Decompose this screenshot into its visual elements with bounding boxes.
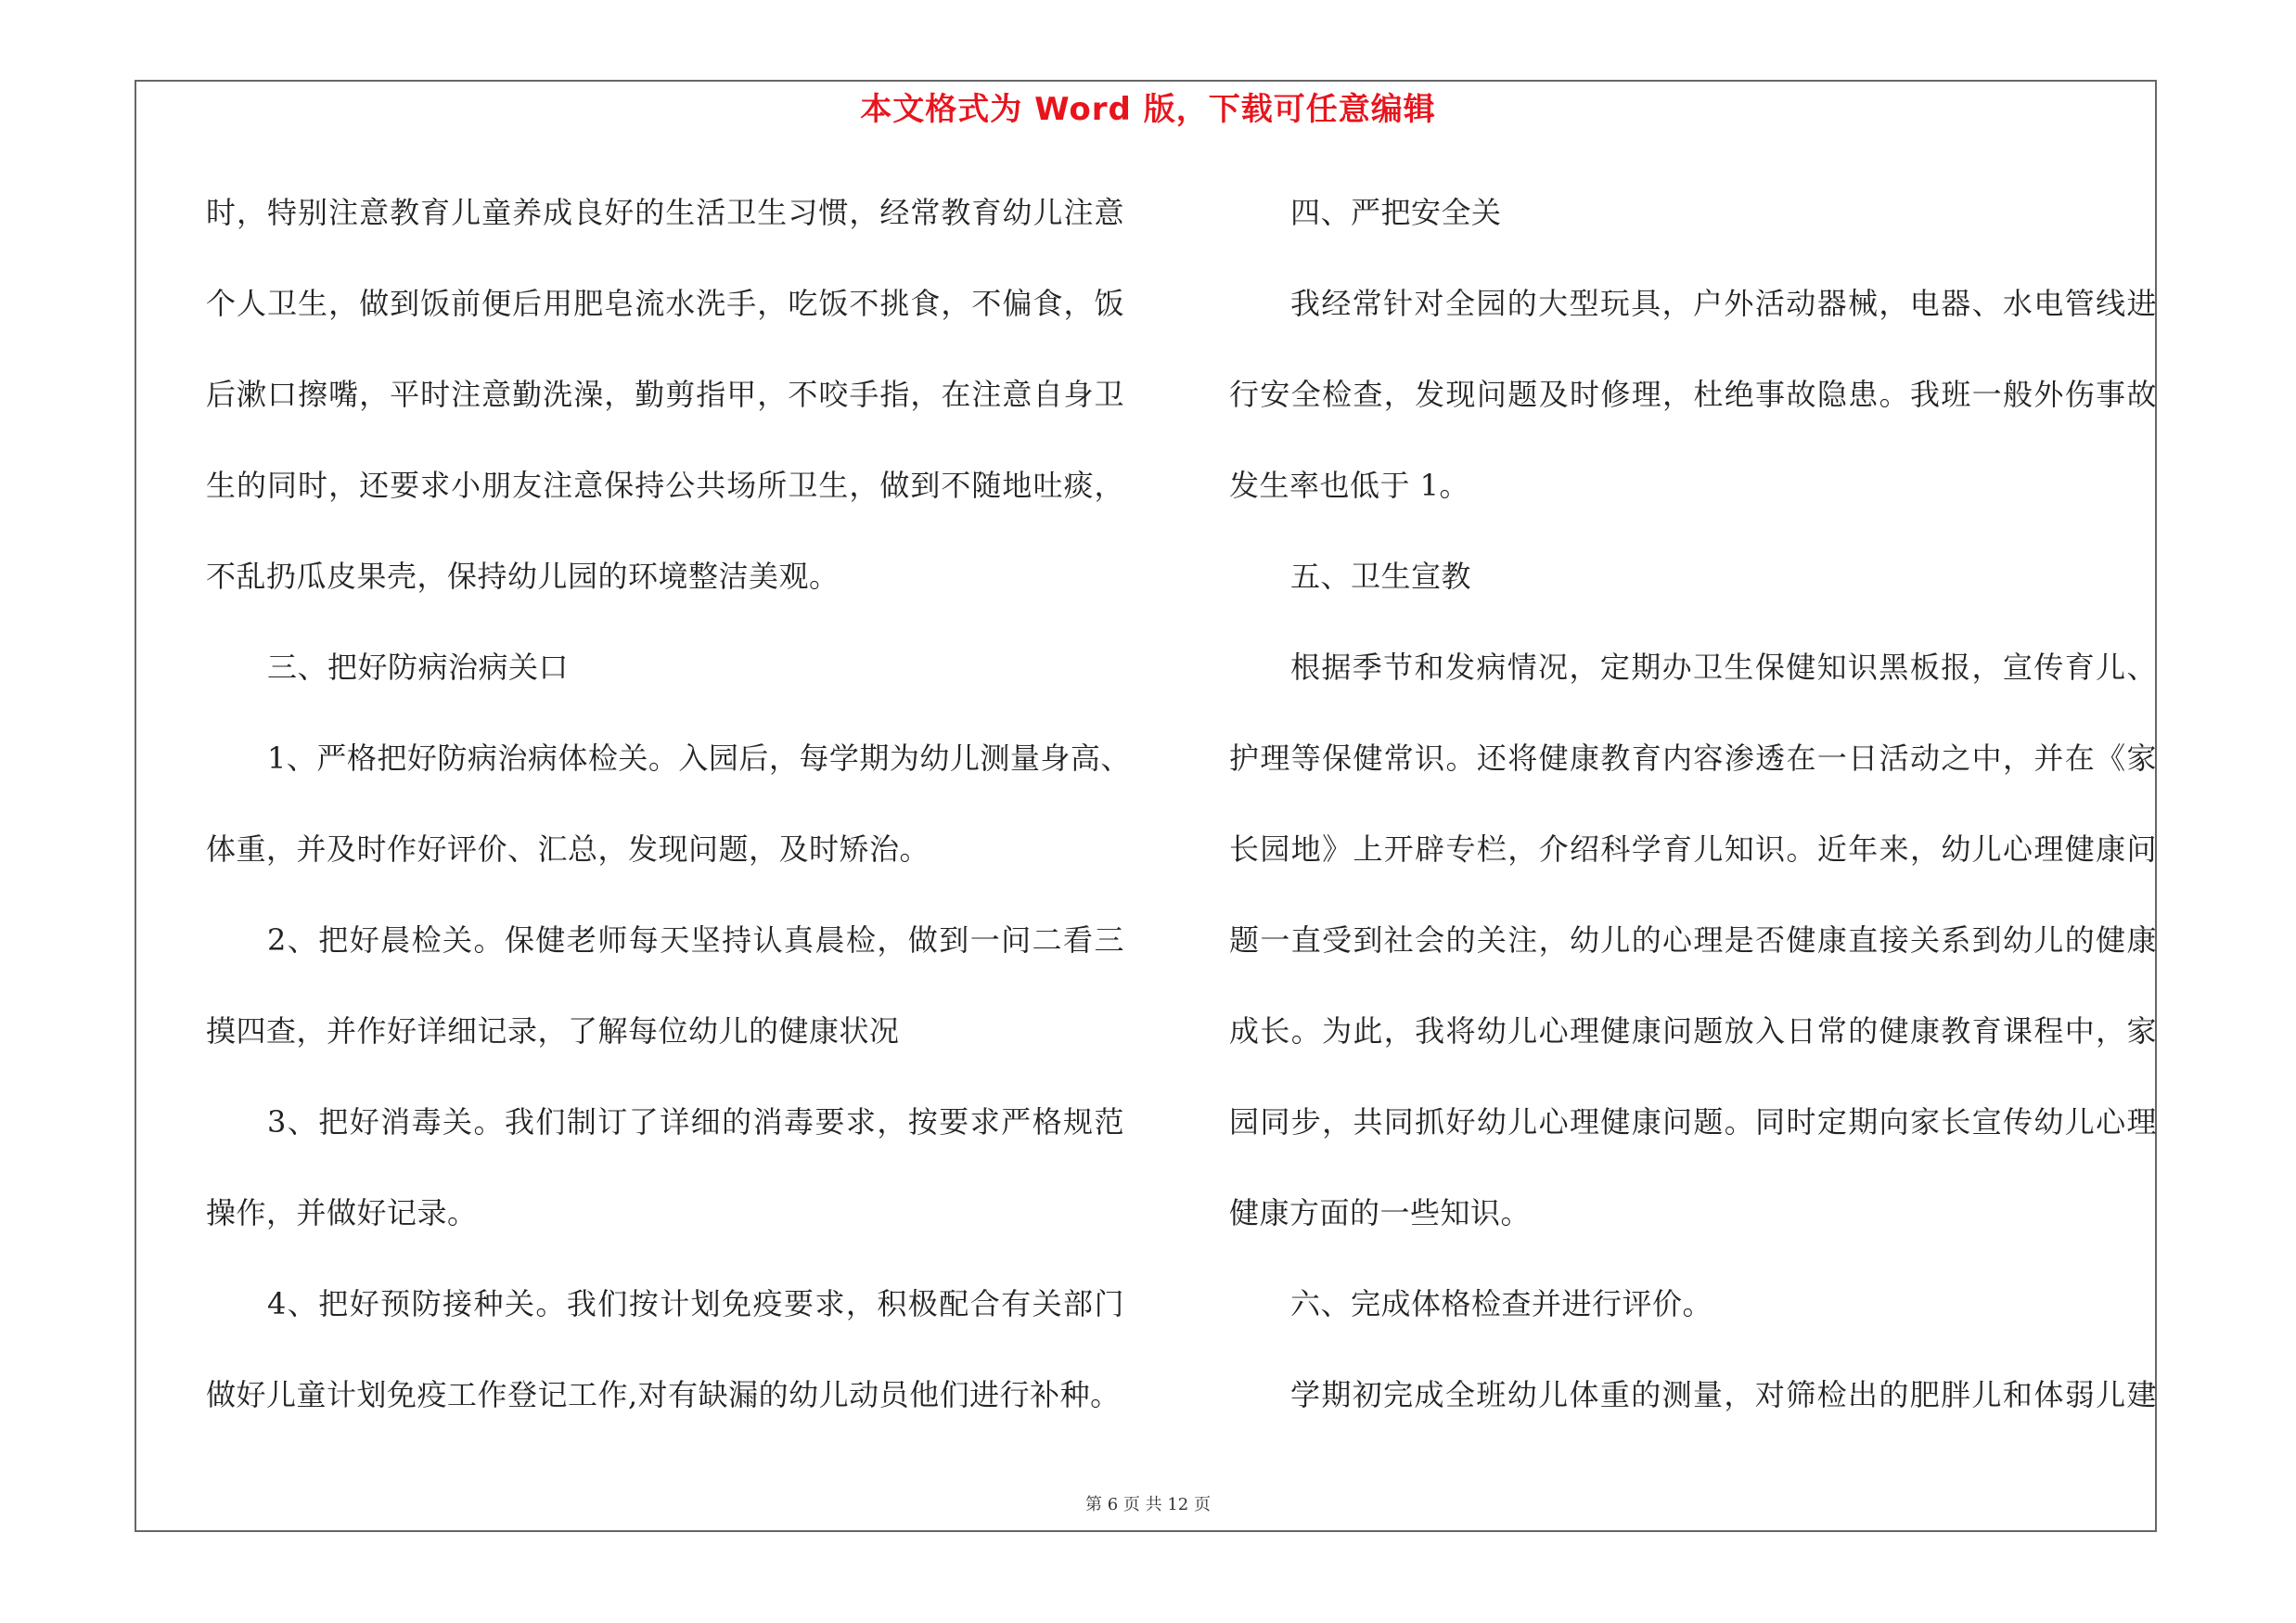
right-text-column bbox=[1229, 182, 2157, 1455]
paragraph-line: 护理等保健常识。还将健康教育内容渗透在一日活动之中，并在《家 bbox=[1229, 741, 2157, 776]
paragraph-line: 2、把好晨检关。保健老师每天坚持认真晨检，做到一问二看三 bbox=[267, 922, 1124, 958]
paragraph-line: 做好儿童计划免疫工作登记工作,对有缺漏的幼儿动员他们进行补种。 bbox=[206, 1377, 1121, 1412]
paragraph-line: 不乱扔瓜皮果壳，保持幼儿园的环境整洁美观。 bbox=[206, 559, 840, 594]
paragraph-line: 根据季节和发病情况，定期办卫生保健知识黑板报，宣传育儿、 bbox=[1290, 650, 2157, 685]
paragraph-line: 个人卫生，做到饭前便后用肥皂流水洗手，吃饭不挑食，不偏食，饭 bbox=[206, 286, 1124, 321]
section-heading: 五、卫生宣教 bbox=[1290, 559, 1472, 594]
paragraph-line: 1、严格把好防病治病体检关。入园后，每学期为幼儿测量身高、 bbox=[267, 741, 1131, 776]
section-heading: 四、严把安全关 bbox=[1290, 195, 1502, 230]
paragraph-line: 发生率也低于 1。 bbox=[1229, 468, 1470, 503]
page-number-footer: 第 6 页 共 12 页 bbox=[1085, 1495, 1211, 1514]
paragraph-line: 健康方面的一些知识。 bbox=[1229, 1195, 1532, 1230]
paragraph-line: 4、把好预防接种关。我们按计划免疫要求，积极配合有关部门 bbox=[267, 1286, 1124, 1321]
paragraph-line: 行安全检查，发现问题及时修理，杜绝事故隐患。我班一般外伤事故 bbox=[1229, 377, 2157, 412]
paragraph-line: 园同步，共同抓好幼儿心理健康问题。同时定期向家长宣传幼儿心理 bbox=[1229, 1104, 2157, 1140]
paragraph-line: 生的同时，还要求小朋友注意保持公共场所卫生，做到不随地吐痰， bbox=[206, 468, 1124, 503]
paragraph-line: 题一直受到社会的关注，幼儿的心理是否健康直接关系到幼儿的健康 bbox=[1229, 922, 2157, 958]
word-format-banner: 本文格式为 Word 版，下载可任意编辑 bbox=[860, 91, 1436, 128]
paragraph-line: 成长。为此，我将幼儿心理健康问题放入日常的健康教育课程中，家 bbox=[1229, 1013, 2157, 1049]
left-text-column bbox=[206, 182, 1131, 1455]
paragraph-line: 我经常针对全园的大型玩具，户外活动器械，电器、水电管线进 bbox=[1290, 286, 2157, 321]
section-heading: 六、完成体格检查并进行评价。 bbox=[1290, 1286, 1713, 1321]
paragraph-line: 学期初完成全班幼儿体重的测量，对筛检出的肥胖儿和体弱儿建 bbox=[1290, 1377, 2157, 1412]
paragraph-line: 后漱口擦嘴，平时注意勤洗澡，勤剪指甲，不咬手指，在注意自身卫 bbox=[206, 377, 1124, 412]
paragraph-line: 长园地》上开辟专栏，介绍科学育儿知识。近年来，幼儿心理健康问 bbox=[1229, 831, 2157, 867]
paragraph-line: 体重，并及时作好评价、汇总，发现问题，及时矫治。 bbox=[206, 831, 930, 867]
paragraph-line: 3、把好消毒关。我们制订了详细的消毒要求，按要求严格规范 bbox=[267, 1104, 1124, 1140]
paragraph-line: 时，特别注意教育儿童养成良好的生活卫生习惯，经常教育幼儿注意 bbox=[206, 195, 1124, 230]
section-heading: 三、把好防病治病关口 bbox=[267, 650, 570, 685]
paragraph-line: 操作，并做好记录。 bbox=[206, 1195, 478, 1230]
paragraph-line: 摸四查，并作好详细记录，了解每位幼儿的健康状况 bbox=[206, 1013, 900, 1049]
